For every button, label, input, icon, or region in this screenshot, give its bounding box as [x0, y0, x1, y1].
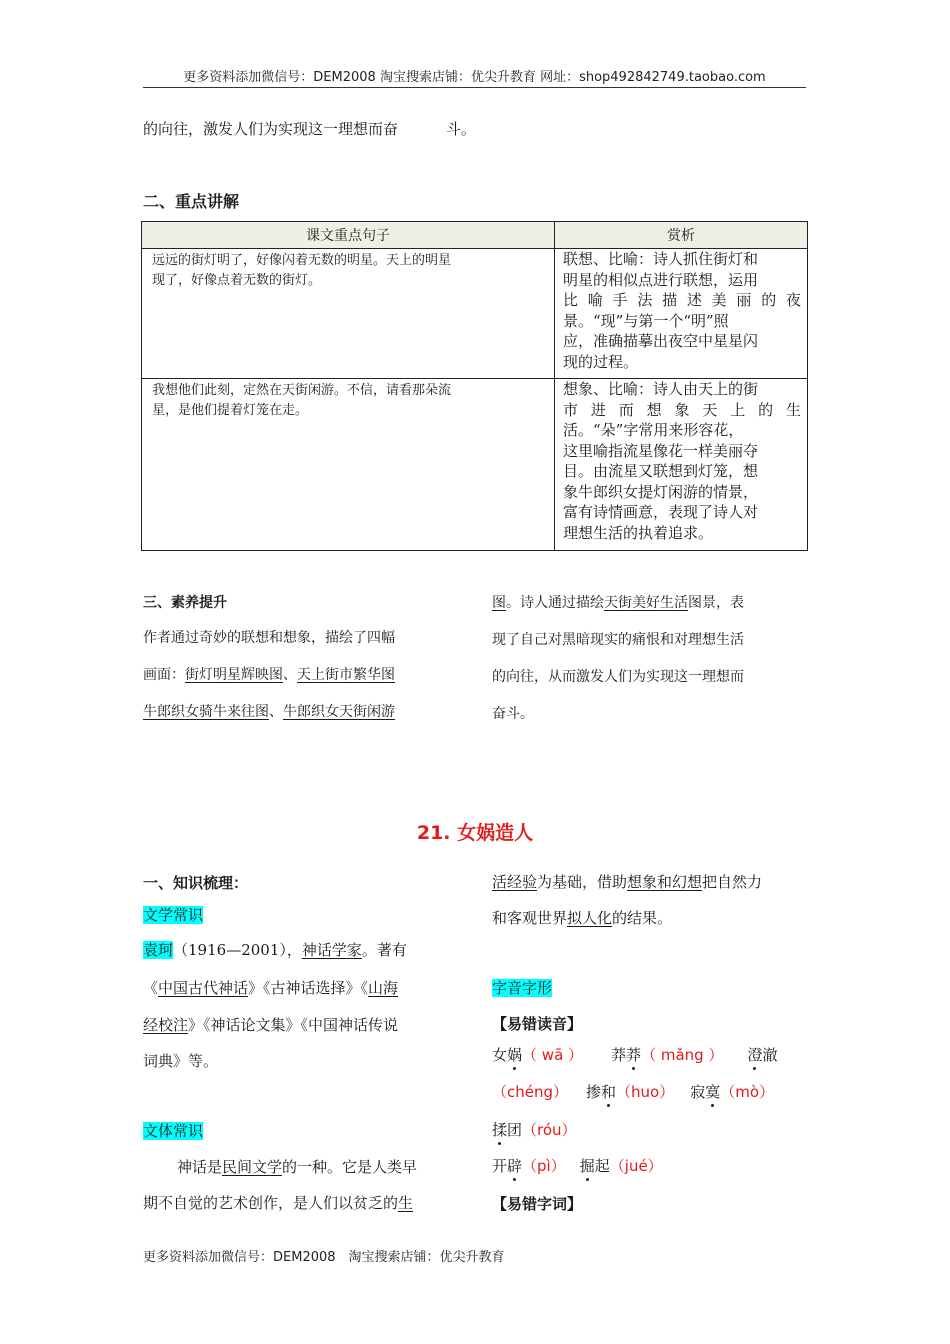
genre-line [177, 1156, 417, 1177]
literacy-line: 的向往，从而激发人们为实现这一理想而 [492, 669, 744, 685]
lesson-title: 21. 女娲造人 [416, 822, 534, 844]
continued-text-end: 斗。 [446, 120, 477, 138]
underlined-term: 活经验 [492, 873, 538, 891]
pinyin: （jué） [609, 1157, 663, 1175]
analysis-line: 比喻手法描述美丽的夜 [563, 291, 801, 309]
dotted-char: 掘 [579, 1157, 595, 1175]
continued-line [143, 118, 476, 139]
text: 和客观世界 [492, 909, 568, 927]
char: 起 [594, 1157, 610, 1175]
works-line: 词典》等。 [143, 1052, 219, 1070]
dotted-char: 娲 [507, 1046, 523, 1064]
works-line [143, 977, 398, 998]
pinyin: （pì） [522, 1157, 566, 1175]
table-row [142, 379, 808, 551]
analysis-line: 市进而想象天上的生 [563, 400, 801, 419]
pinyin: （ mǎng ） [641, 1046, 724, 1064]
text: 。著有 [361, 941, 407, 959]
char: 寂 [690, 1083, 706, 1101]
underlined-term: 牛郎织女骑牛来往图 [143, 704, 269, 720]
analysis-line: 活。“朵”字常用来形容花， [563, 421, 744, 439]
author-name: 袁珂 [143, 941, 174, 959]
analysis-line: 想象、比喻：诗人由天上的街 [563, 380, 759, 398]
text: 期不自觉的艺术创作，是人们以贫乏的 [143, 1194, 399, 1212]
char: 开 [492, 1157, 508, 1175]
table-header-sentence: 课文重点句子 [142, 222, 555, 249]
sentence-line: 远远的街灯明了，好像闪着无数的明星。天上的明星 [152, 253, 452, 268]
typo-words-heading: 【易错字词】 [492, 1195, 583, 1213]
text: 神话是 [177, 1158, 223, 1176]
text: 为基础，借助 [537, 873, 628, 891]
pronunciation-line [492, 1081, 774, 1102]
pronunciation-line [492, 1155, 663, 1176]
text: 把自然力 [702, 873, 763, 891]
table-row [142, 249, 808, 379]
highlight-label: 字音字形 [492, 979, 553, 997]
literacy-line: 现了自己对黑暗现实的痛恨和对理想生活 [492, 632, 744, 648]
sentence-line: 我想他们此刻，定然在天街闲游。不信，请看那朵流 [152, 383, 452, 398]
literacy-line [143, 664, 395, 684]
underlined-term: 图 [492, 595, 506, 611]
page-footer: 更多资料添加微信号：DEM2008 淘宝搜索店铺：优尖升教育 [143, 1250, 505, 1265]
text: 《 [143, 979, 159, 997]
highlight-label: 文学常识 [143, 906, 204, 924]
analysis-line: 景。“现”与第一个“明”照 [563, 311, 729, 330]
underlined-term: 拟人化 [567, 909, 613, 927]
pronunciation-heading: 【易错读音】 [492, 1015, 583, 1033]
section-heading-key-points: 二、重点讲解 [143, 192, 240, 211]
dotted-char: 揉 [492, 1121, 508, 1139]
genre-knowledge-label [143, 1120, 203, 1141]
pronunciation-line [492, 1044, 777, 1065]
analysis-line: 目。由流星又联想到灯笼，想 [563, 462, 759, 480]
dotted-char: 和 [601, 1083, 617, 1101]
char: 莽 [611, 1046, 627, 1064]
char: 掺 [586, 1083, 602, 1101]
analysis-line: 富有诗情画意，表现了诗人对 [563, 503, 759, 521]
highlight-label: 文体常识 [143, 1122, 204, 1140]
underlined-term: 神话学家 [301, 941, 362, 959]
table-header-row [142, 222, 808, 249]
underlined-term: 生 [398, 1194, 414, 1212]
literacy-line: 奋斗。 [492, 706, 534, 722]
text: 、 [283, 667, 297, 683]
genre-line [143, 1192, 413, 1213]
text: 。诗人通过描绘 [506, 595, 604, 611]
underlined-term: 街灯明星辉映图 [185, 667, 283, 683]
text: （1916—2001）， [173, 941, 302, 959]
text: 》《神话论文集》《中国神话传说 [188, 1016, 399, 1034]
table-cell-sentence [142, 379, 555, 551]
char: 女 [492, 1046, 508, 1064]
genre-line [492, 907, 672, 928]
underlined-term: 经校注 [143, 1016, 189, 1034]
table-cell-analysis [555, 249, 808, 379]
pinyin: （huo） [616, 1083, 675, 1101]
char: 团 [507, 1121, 523, 1139]
continued-text: 的向往，激发人们为实现这一理想而奋 [143, 120, 399, 138]
text: 画面： [143, 667, 185, 683]
dotted-char: 莽 [626, 1046, 642, 1064]
text: 》《古神话选择》《 [248, 979, 369, 997]
table-header-analysis: 赏析 [555, 222, 808, 249]
table-cell-analysis [555, 379, 808, 551]
char: 澈 [762, 1046, 778, 1064]
header-rule [143, 87, 806, 88]
analysis-line: 现的过程。 [563, 352, 639, 371]
underlined-term: 天上街市繁华图 [297, 667, 395, 683]
underlined-term: 想象和幻想 [627, 873, 703, 891]
sentence-line: 现了，好像点着无数的街灯。 [152, 273, 322, 288]
table-cell-sentence [142, 249, 555, 379]
pinyin: （chéng） [492, 1083, 569, 1101]
literacy-line [492, 592, 744, 612]
analysis-line: 联想、比喻：诗人抓住街灯和 [563, 250, 759, 268]
char-sound-label [492, 977, 552, 998]
underlined-term: 天街美好生活 [604, 595, 688, 611]
dotted-char: 辟 [507, 1157, 523, 1175]
pinyin: （mò） [720, 1083, 775, 1101]
pronunciation-line [492, 1119, 577, 1140]
sentence-line: 星，是他们提着灯笼在走。 [152, 403, 309, 418]
genre-line [492, 871, 762, 892]
key-sentences-table [141, 221, 808, 551]
analysis-line: 理想生活的执着追求。 [563, 523, 714, 542]
text: 的结果。 [612, 909, 673, 927]
dotted-char: 澄 [747, 1046, 763, 1064]
text: 的一种。它是人类早 [282, 1158, 418, 1176]
author-line [143, 939, 407, 960]
analysis-line: 应，准确描摹出夜空中星星闪 [563, 332, 759, 350]
underlined-term: 中国古代神话 [158, 979, 249, 997]
dotted-char: 寞 [705, 1083, 721, 1101]
underlined-term: 民间文学 [222, 1158, 283, 1176]
underlined-term: 山海 [368, 979, 399, 997]
knowledge-heading: 一、知识梳理： [143, 874, 249, 892]
section-heading-literacy: 三、素养提升 [143, 595, 227, 611]
literacy-line: 作者通过奇妙的联想和想象，描绘了四幅 [143, 630, 395, 646]
text: 、 [269, 704, 283, 720]
underlined-term: 牛郎织女天街闲游 [283, 704, 395, 720]
works-line [143, 1014, 398, 1035]
literacy-line [143, 701, 395, 721]
text: 图景，表 [688, 595, 744, 611]
analysis-line: 明星的相似点进行联想，运用 [563, 270, 759, 289]
pinyin: （ wā ） [522, 1046, 584, 1064]
literary-knowledge-label [143, 904, 203, 925]
page-header: 更多资料添加微信号：DEM2008 淘宝搜索店铺：优尖升教育 网址：shop492842749.taobao.com [183, 70, 766, 85]
analysis-line: 这里喻指流星像花一样美丽夺 [563, 441, 759, 460]
analysis-line: 象牛郎织女提灯闲游的情景， [563, 482, 759, 501]
pinyin: （róu） [522, 1121, 577, 1139]
